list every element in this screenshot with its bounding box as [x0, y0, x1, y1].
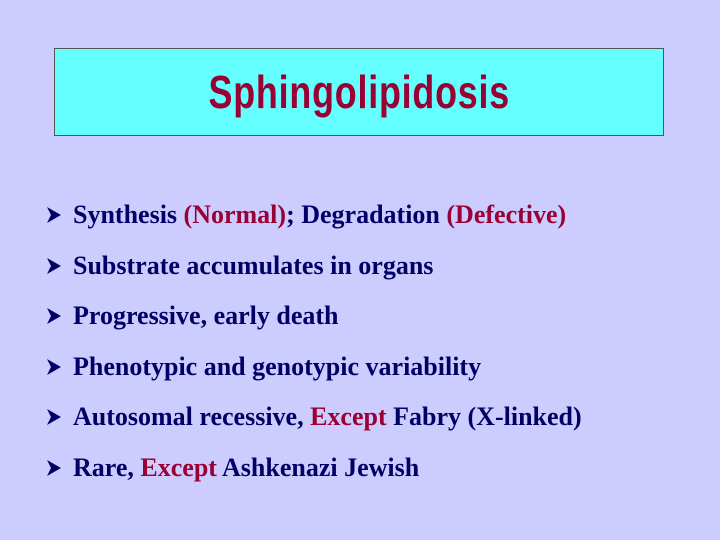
arrow-bullet-icon	[46, 459, 62, 477]
bullet-segment: Synthesis	[73, 200, 184, 230]
bullet-segment: Autosomal recessive,	[73, 402, 311, 432]
bullet-item-progressive	[46, 291, 716, 342]
bullet-text: Phenotypic and genotypic variability	[73, 351, 482, 381]
arrow-bullet-icon	[46, 307, 62, 325]
title-box	[54, 48, 664, 136]
highlight-normal: (Normal)	[183, 200, 287, 230]
bullet-text: Substrate accumulates in organs	[73, 250, 434, 280]
bullet-text: Progressive, early death	[73, 301, 339, 331]
bullet-text	[73, 202, 566, 228]
bullet-segment: Rare,	[73, 452, 141, 482]
bullet-list	[46, 190, 716, 493]
slide-title: Sphingolipidosis	[208, 66, 510, 118]
bullet-item-phenotypic	[46, 342, 716, 393]
bullet-segment: Ashkenazi Jewish	[216, 452, 420, 482]
bullet-item-substrate	[46, 241, 716, 292]
bullet-item-synthesis	[46, 190, 716, 241]
bullet-text	[73, 404, 582, 430]
arrow-bullet-icon	[46, 257, 62, 275]
highlight-except: Except	[140, 452, 217, 482]
bullet-segment: Fabry (X-linked)	[386, 402, 582, 432]
bullet-item-autosomal	[46, 392, 716, 443]
bullet-item-rare	[46, 443, 716, 494]
bullet-text	[73, 452, 420, 482]
highlight-defective: (Defective)	[446, 200, 567, 230]
arrow-bullet-icon	[46, 206, 62, 224]
highlight-except: Except	[310, 402, 387, 432]
arrow-bullet-icon	[46, 358, 62, 376]
bullet-segment: ; Degradation	[286, 200, 447, 230]
arrow-bullet-icon	[46, 408, 62, 426]
